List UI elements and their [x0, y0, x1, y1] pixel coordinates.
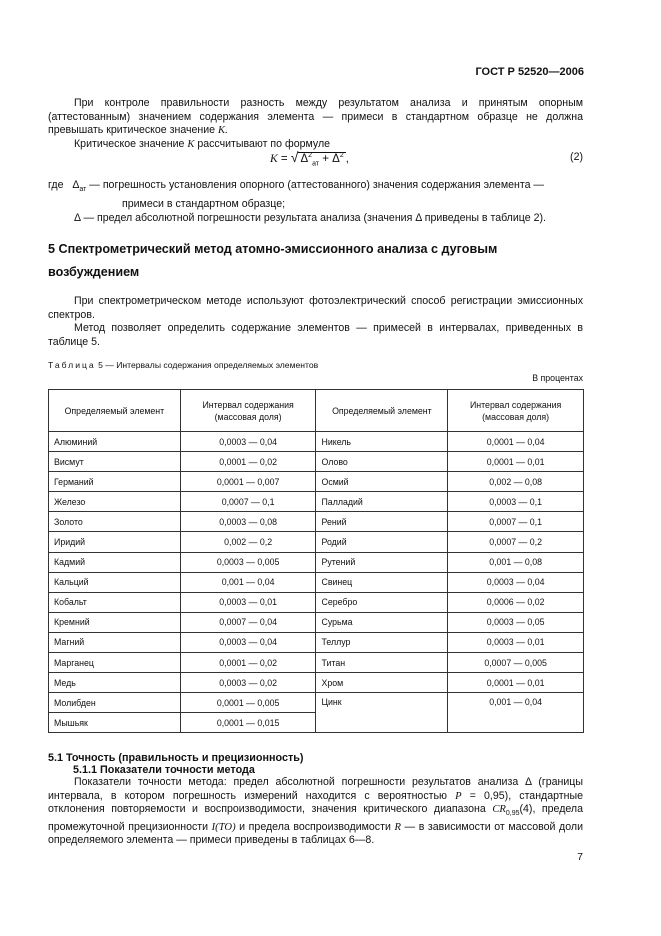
- table-cell: Титан: [316, 653, 448, 673]
- formula-sup: 2: [308, 152, 313, 160]
- formula-lhs: K: [270, 153, 278, 165]
- table-caption-rest: 5 — Интервалы содержания определяемых элементов: [95, 360, 319, 370]
- accuracy-text-5: — в зависимости от массовой доли определяемого элемента — примеси приведены в таблицах 6—8.: [48, 820, 583, 847]
- column-header: Интервал содержания (массовая доля): [448, 390, 584, 432]
- table-cell: 0,0003 — 0,01: [448, 632, 584, 652]
- formula-number: (2): [570, 151, 583, 163]
- page-number: 7: [577, 851, 583, 863]
- table-caption-prefix: Таблица: [48, 360, 96, 370]
- table-row: [49, 552, 584, 572]
- paragraph-control: [48, 97, 583, 138]
- paragraph-critical-post: рассчитывают по формуле: [194, 138, 331, 150]
- sqrt-icon: √: [290, 149, 299, 165]
- table-cell: Марганец: [49, 653, 181, 673]
- table-row: [49, 432, 584, 452]
- table-cell: 0,0003 — 0,08: [180, 512, 316, 532]
- column-header: Определяемый элемент: [316, 390, 448, 432]
- where-line-1b: примеси в стандартном образце;: [122, 198, 286, 211]
- section-5-heading: 5 Спектрометрический метод атомно-эмиссионного анализа с дуговым возбуждением: [48, 242, 498, 279]
- table-cell: Иридий: [49, 532, 181, 552]
- table-cell: Кальций: [49, 572, 181, 592]
- formula-radicand: [298, 152, 345, 168]
- delta-symbol: Δ: [74, 212, 81, 225]
- table-cell: Кобальт: [49, 592, 181, 612]
- table-cell: 0,0001 — 0,02: [180, 452, 316, 472]
- table-cell: Цинк: [316, 693, 448, 733]
- formula-eq: =: [277, 153, 291, 165]
- p-symbol: P: [455, 790, 462, 802]
- table-cell: 0,0007 — 0,2: [448, 532, 584, 552]
- where-block: [48, 178, 588, 225]
- table-cell: Алюминий: [49, 432, 181, 452]
- table-row: [49, 492, 584, 512]
- table-cell: 0,0001 — 0,02: [180, 653, 316, 673]
- where-line-2: [48, 211, 588, 225]
- paragraph-control-text: При контроле правильности разность между результатом анализа и принятым опорным (аттестованным) значением содержания элемента — примеси в стандартном образце не должна превышать критическое значение: [48, 97, 583, 137]
- table-cell: 0,0006 — 0,02: [448, 592, 584, 612]
- table-cell: Теллур: [316, 632, 448, 652]
- where-label: где: [48, 179, 64, 191]
- table-cell: 0,0001 — 0,007: [180, 472, 316, 492]
- table-cell: Висмут: [49, 452, 181, 472]
- table-caption: [48, 360, 318, 370]
- cr-sub: 0,95: [505, 810, 520, 818]
- table-cell: Хром: [316, 673, 448, 693]
- table-cell: 0,0003 — 0,05: [448, 612, 584, 632]
- table-cell: Мышьяк: [49, 713, 181, 733]
- table-cell: Серебро: [316, 592, 448, 612]
- table-cell: Палладий: [316, 492, 448, 512]
- table-cell: 0,0003 — 0,1: [448, 492, 584, 512]
- table-header-row: [49, 390, 584, 432]
- table-cell: Молибден: [49, 693, 181, 713]
- table-row: [49, 673, 584, 693]
- table-row: [49, 472, 584, 492]
- where-line-1: [48, 178, 588, 197]
- where-text-1: — погрешность установления опорного (аттестованного) значения содержания элемента —: [86, 179, 545, 191]
- table-cell: Осмий: [316, 472, 448, 492]
- table-cell: 0,0001 — 0,005: [180, 693, 316, 713]
- table-cell: Свинец: [316, 572, 448, 592]
- table-cell: 0,0007 — 0,005: [448, 653, 584, 673]
- accuracy-text-4: и предела воспроизводимости: [235, 820, 395, 833]
- table-cell: 0,0001 — 0,015: [180, 713, 316, 733]
- table-row: [49, 653, 584, 673]
- formula-sub: ат: [312, 160, 320, 168]
- formula-tail: ,: [345, 153, 349, 165]
- r-symbol: R: [394, 821, 401, 833]
- table-row: [49, 693, 584, 713]
- table-cell: Олово: [316, 452, 448, 472]
- delta-symbol: Δ: [72, 179, 80, 191]
- table-cell: Рутений: [316, 552, 448, 572]
- paragraph-spectrometric: При спектрометрическом методе используют фотоэлектрический способ регистрации эмиссионных спектров.: [48, 295, 583, 321]
- accuracy-text-1: Показатели точности метода: предел абсолютной погрешности результатов анализа Δ (границы интервала, в котором погрешность измерений находится с вероятностью: [48, 776, 583, 802]
- table-cell: Железо: [49, 492, 181, 512]
- table-5: [48, 389, 584, 733]
- table-row: [49, 572, 584, 592]
- table-cell: Медь: [49, 673, 181, 693]
- accuracy-text-3: (4), предела промежуточной прецизионности: [48, 803, 584, 833]
- formula-delta: Δ: [300, 153, 309, 165]
- accuracy-text-2: = 0,95), стандартные отклонения повторяемости и воспроизводимости, значения критического диапазона: [48, 789, 583, 816]
- formula-plus: + Δ: [319, 153, 340, 165]
- k-symbol: K.: [218, 125, 228, 137]
- column-header: Определяемый элемент: [49, 390, 181, 432]
- table-cell: Сурьма: [316, 612, 448, 632]
- table-cell: 0,0003 — 0,04: [180, 632, 316, 652]
- table-cell: 0,001 — 0,04: [180, 572, 316, 592]
- table-cell: 0,0001 — 0,01: [448, 673, 584, 693]
- table-cell: Рений: [316, 512, 448, 532]
- table-cell: 0,0003 — 0,04: [180, 432, 316, 452]
- table-cell: Золото: [49, 512, 181, 532]
- column-header: Интервал содержания (массовая доля): [180, 390, 316, 432]
- table-cell: 0,001 — 0,08: [448, 552, 584, 572]
- table-row: [49, 632, 584, 652]
- table-cell: 0,0003 — 0,005: [180, 552, 316, 572]
- table-cell: 0,0007 — 0,1: [448, 512, 584, 532]
- ito-symbol: I(TO): [211, 821, 236, 833]
- table-cell: Кадмий: [49, 552, 181, 572]
- document-header: ГОСТ Р 52520—2006: [475, 66, 584, 78]
- section-5-1-heading: 5.1 Точность (правильность и прецизионность): [48, 752, 304, 764]
- formula: [270, 149, 349, 167]
- cr-symbol: CR: [492, 804, 506, 816]
- table-row: [49, 612, 584, 632]
- table-row: [49, 512, 584, 532]
- table-unit: В процентах: [532, 373, 583, 383]
- table-cell: Родий: [316, 532, 448, 552]
- paragraph-accuracy: [48, 776, 583, 848]
- formula-sup: 2: [339, 152, 344, 160]
- section-5-1-1-heading: 5.1.1 Показатели точности метода: [73, 764, 255, 776]
- table-cell: 0,0001 — 0,04: [448, 432, 584, 452]
- table-cell: Никель: [316, 432, 448, 452]
- where-text-2: — предел абсолютной погрешности результата анализа (значения Δ приведены в таблице 2).: [80, 212, 546, 225]
- k-symbol: K: [187, 139, 195, 150]
- table-cell: 0,001 — 0,04: [448, 693, 584, 733]
- table-cell: 0,002 — 0,2: [180, 532, 316, 552]
- table-cell: Магний: [49, 632, 181, 652]
- table-cell: 0,0007 — 0,04: [180, 612, 316, 632]
- delta-sub: ат: [79, 186, 87, 194]
- table-cell: 0,0003 — 0,04: [448, 572, 584, 592]
- table-row: [49, 452, 584, 472]
- table-cell: 0,0001 — 0,01: [448, 452, 584, 472]
- table-row: [49, 592, 584, 612]
- table-cell: 0,0003 — 0,01: [180, 592, 316, 612]
- paragraph-critical-pre: Критическое значение: [74, 138, 188, 150]
- table-cell: 0,0003 — 0,02: [180, 673, 316, 693]
- table-cell: 0,002 — 0,08: [448, 472, 584, 492]
- table-cell: Германий: [49, 472, 181, 492]
- table-row: [49, 532, 584, 552]
- paragraph-method: Метод позволяет определить содержание элементов — примесей в интервалах, приведенных в таблице 5.: [48, 322, 583, 348]
- table-cell: 0,0007 — 0,1: [180, 492, 316, 512]
- table-cell: Кремний: [49, 612, 181, 632]
